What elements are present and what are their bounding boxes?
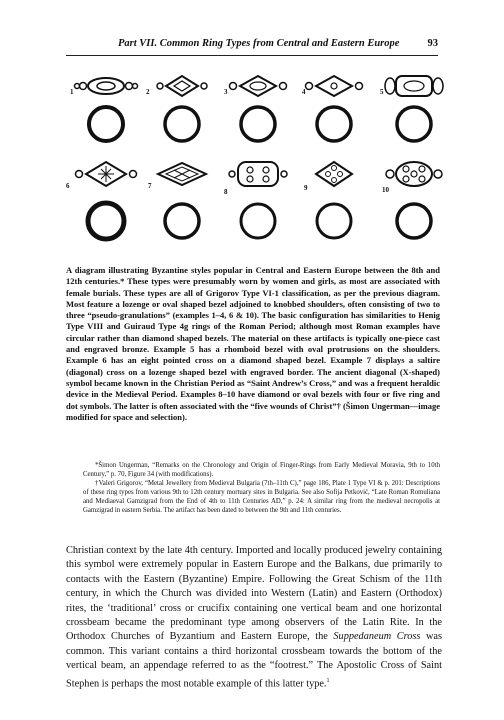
ring-6-bezel [76, 162, 137, 186]
ring-2-hoop [165, 107, 199, 141]
ring-7-bezel [158, 163, 206, 185]
body-text-part-2: was common. This variant contains a third horizontal crossbeam towards the bottom of the vertical beam, an appendage referred to as the “footrest.” The Apostolic Cross of Saint Stephen is perhaps the most notable example of this latter type. [66, 631, 442, 690]
ring-9-hoop [317, 204, 351, 238]
body-italic-term: Suppedaneum Cross [333, 631, 421, 643]
ring-number-8: 8 [224, 188, 228, 196]
ring-number-2: 2 [146, 88, 150, 96]
ring-number-6: 6 [66, 182, 70, 190]
figure-caption: A diagram illustrating Byzantine styles popular in Central and Eastern Europe between the 8th and 12th centuries.* These types were presumably worn by women and girls, as most are associated with female burials. These types are all of Grigorov Type VI-1 classification, as per the previous diagram. Most feature a lozenge or oval shaped bezel adjoined to knobbed shoulders, often consisting of two to three “pseudo-granulations” (examples 1–4, 6 & 10). The basic configuration has similarities to Henig Type VIII and Guiraud Type 4g rings of the Roman Period; although most Roman examples have circular rather than diamond shaped bezels. The material on these artifacts is typically one-piece cast and engraved bronze. Example 5 has a rhomboid bezel with oval protrusions on the shoulders. Example 6 has an eight pointed cross on a diamond shaped bezel. Example 7 displays a saltire (diagonal) cross on a lozenge shaped bezel with engraved border. The ancient diagonal (X-shaped) symbol became known in the Christian Period as “Saint Andrew’s Cross,” and was a frequent heraldic device in the Medieval Period. Examples 8–10 have diamond or oval bezels with four or five ring and dot symbols. The latter is often associated with the “five wounds of Christ”† (Šimon Ungerman—image modified for space and selection). [66, 265, 440, 422]
ring-7-hoop [165, 204, 199, 238]
ring-8-bezel [229, 162, 287, 186]
ring-3-hoop [241, 107, 275, 141]
ring-8-hoop [241, 204, 275, 238]
footnote-mark: 1 [326, 677, 330, 684]
running-header [66, 38, 438, 56]
ring-2-bezel [157, 76, 207, 96]
ring-number-7: 7 [148, 182, 152, 190]
ring-illustrations [58, 64, 458, 264]
ring-10-hoop [397, 204, 431, 238]
ring-4-hoop [317, 107, 351, 141]
ring-1-bezel [75, 78, 138, 94]
body-paragraph [66, 544, 442, 691]
footnotes [83, 462, 440, 515]
footnote-1: *Šimon Ungerman, “Remarks on the Chronology and Origin of Finger-Rings from Early Medieval Moravia, 9th to 10th Century,” p. 70, Figure 34 (with modifications). [83, 462, 440, 478]
ring-number-10: 10 [382, 186, 389, 194]
ring-diagram [58, 64, 458, 264]
ring-1-hoop [89, 107, 123, 141]
ring-6-hoop [88, 203, 124, 239]
footnote-2: †Valeri Grigorov, “Metal Jewellery from Medieval Bulgaria (7th–11th C),” page 186, Plate 1 Type VI & p. 201: Descriptions of these ring types from various 9th to 12th century mortuary sites in Bulgaria. See also Sofija Petković, “Late Roman Romuliana and Mediaeval Gamzigrad from the End of 4th to 11th Centuries AD,” p. 24: A similar ring from the medieval necropolis at Gamzigrad in eastern Serbia. The artifact has been dated to between the 9th and 11th centuries. [83, 479, 440, 514]
ring-number-5: 5 [380, 88, 384, 96]
ring-number-4: 4 [302, 88, 306, 96]
ring-5-hoop [397, 107, 431, 141]
running-title: Part VII. Common Ring Types from Central and Eastern Europe [118, 38, 400, 49]
ring-4-bezel [306, 76, 363, 96]
ring-number-1: 1 [70, 88, 74, 96]
ring-3-bezel [230, 76, 287, 96]
body-text-part-1: Christian context by the late 4th century. Imported and locally produced jewelry containing this symbol were extremely popular in Eastern Europe and the Balkans, due primarily to contacts with the Eastern (Byzantine) Empire. Following the Great Schism of the 11th century, in which the Church was divided into Western (Latin) and Eastern (Orthodox) rites, the ‘traditional’ cross or crucifix containing one vertical beam and one horizontal crossbeam became the predominant type among observers of the Latin Rite. In the Orthodox Churches of Byzantium and Eastern Europe, the [66, 545, 442, 643]
ring-number-9: 9 [304, 184, 308, 192]
ring-number-3: 3 [224, 88, 228, 96]
ring-10-bezel [386, 162, 442, 186]
ring-5-bezel [385, 76, 443, 96]
ring-9-bezel [316, 162, 352, 186]
page-number: 93 [427, 38, 438, 49]
